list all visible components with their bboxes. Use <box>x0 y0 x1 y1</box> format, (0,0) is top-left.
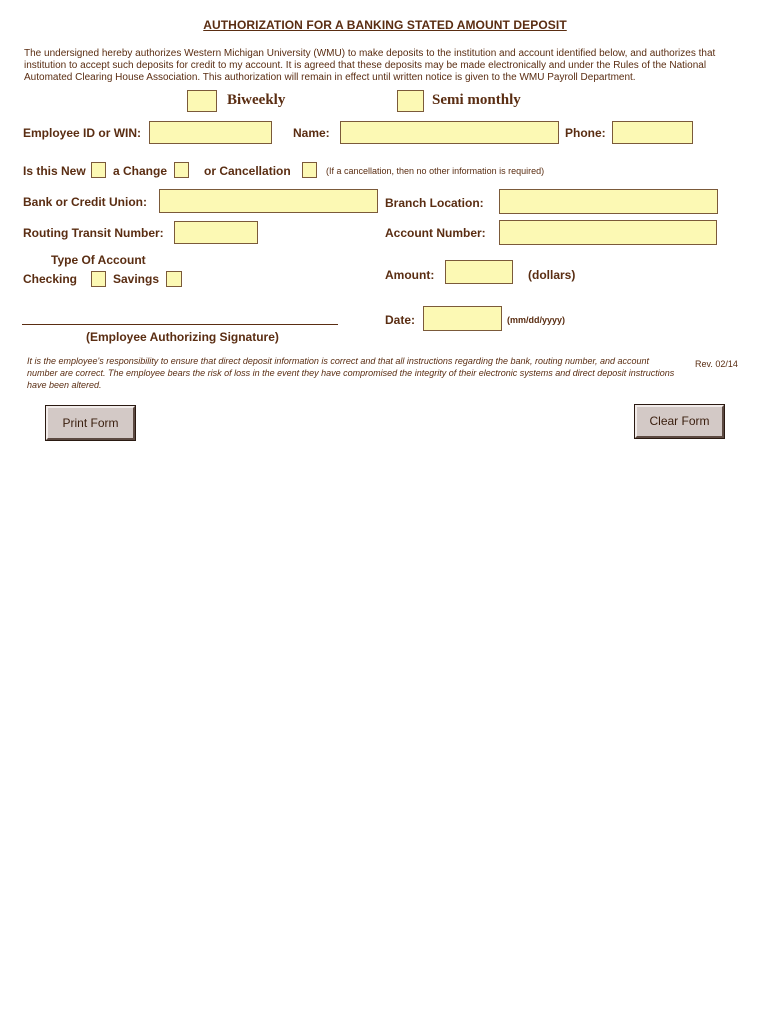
bank-field[interactable] <box>159 189 378 213</box>
checking-checkbox[interactable] <box>91 271 106 287</box>
savings-label: Savings <box>113 272 160 286</box>
date-label: Date: <box>385 313 416 327</box>
name-label: Name: <box>293 126 330 140</box>
cancellation-note: (If a cancellation, then no other information is required) <box>326 166 545 176</box>
change-checkbox[interactable] <box>174 162 189 178</box>
employee-id-field[interactable] <box>149 121 272 144</box>
responsibility-note: It is the employee's responsibility to ensure that direct deposit information is correct and that all instructions regarding the bank, routing number, and account number are correct. The employee bears the risk of loss in the event they have compromised the integrity of their electronic systems and direct deposit instructions have been altered. <box>27 356 675 390</box>
phone-field[interactable] <box>612 121 693 144</box>
cancellation-checkbox[interactable] <box>302 162 317 178</box>
print-form-button[interactable]: Print Form <box>46 406 135 440</box>
biweekly-label: Biweekly <box>227 92 286 108</box>
account-label: Account Number: <box>385 226 486 240</box>
new-label: Is this New <box>23 164 86 178</box>
account-field[interactable] <box>499 220 717 245</box>
bank-label: Bank or Credit Union: <box>23 195 148 209</box>
employee-id-label: Employee ID or WIN: <box>23 126 142 140</box>
date-field[interactable] <box>423 306 502 331</box>
dollars-label: (dollars) <box>528 268 576 282</box>
name-field[interactable] <box>340 121 559 144</box>
date-format-hint: (mm/dd/yyyy) <box>507 315 566 325</box>
signature-label: (Employee Authorizing Signature) <box>86 330 279 344</box>
change-label: a Change <box>113 164 168 178</box>
intro-paragraph: The undersigned hereby authorizes Western Michigan University (WMU) to make deposits to the institution and account identified below, and authorizes that institution to accept such deposits for credit to my account. It is agreed that these deposits may be made electronically and under the Rules of the National Automated Clearing House Association. This authorization will remain in effect until written notice is given to the WMU Payroll Department. <box>24 48 716 83</box>
phone-label: Phone: <box>565 126 606 140</box>
semimonthly-label: Semi monthly <box>432 92 521 108</box>
amount-label: Amount: <box>385 268 435 282</box>
amount-field[interactable] <box>445 260 513 284</box>
signature-line <box>22 324 338 325</box>
routing-field[interactable] <box>174 221 258 244</box>
biweekly-checkbox[interactable] <box>187 90 217 112</box>
checking-label: Checking <box>23 272 78 286</box>
new-checkbox[interactable] <box>91 162 106 178</box>
routing-label: Routing Transit Number: <box>23 226 164 240</box>
clear-form-button[interactable]: Clear Form <box>635 405 724 438</box>
cancellation-label: or Cancellation <box>204 164 291 178</box>
revision-label: Rev. 02/14 <box>695 359 738 369</box>
semimonthly-checkbox[interactable] <box>397 90 424 112</box>
account-type-label: Type Of Account <box>51 253 146 267</box>
branch-field[interactable] <box>499 189 718 214</box>
branch-label: Branch Location: <box>385 196 484 210</box>
form-title: AUTHORIZATION FOR A BANKING STATED AMOUNT DEPOSIT <box>203 18 567 32</box>
savings-checkbox[interactable] <box>166 271 182 287</box>
